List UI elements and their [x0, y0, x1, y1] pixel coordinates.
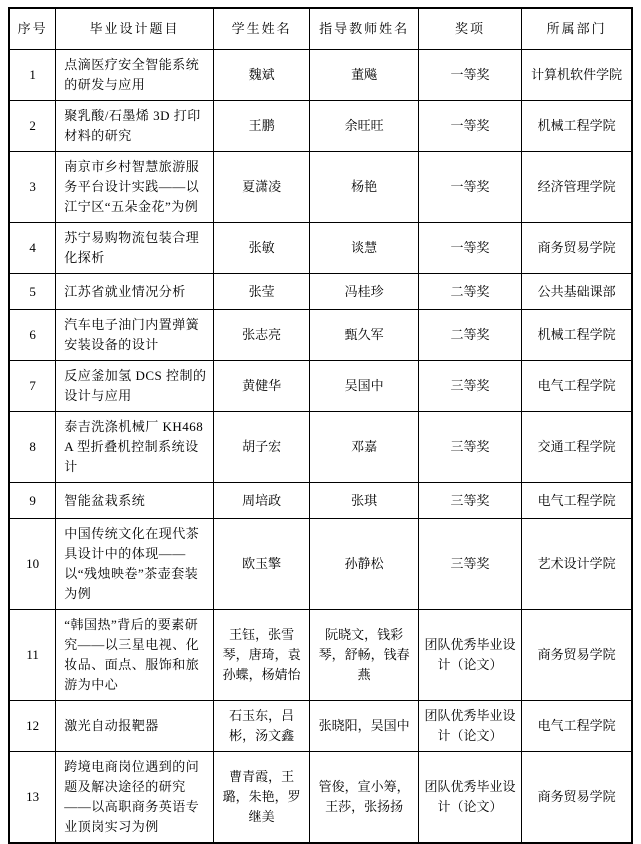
award-cell: 团队优秀毕业设计（论文） [418, 610, 521, 701]
teacher-name-cell: 谈慧 [310, 223, 418, 274]
award-cell: 一等奖 [418, 101, 521, 152]
student-name-cell: 周培政 [213, 483, 310, 519]
index-cell: 10 [9, 519, 56, 610]
title-cell: 泰吉洗涤机械厂 KH468A 型折叠机控制系统设计 [56, 412, 214, 483]
department-cell: 经济管理学院 [522, 152, 632, 223]
award-cell: 二等奖 [418, 310, 521, 361]
awards-table [8, 7, 633, 844]
teacher-name-cell: 邓嘉 [310, 412, 418, 483]
award-cell: 三等奖 [418, 361, 521, 412]
student-name-cell: 张志亮 [213, 310, 310, 361]
index-cell: 2 [9, 101, 56, 152]
department-cell: 计算机软件学院 [522, 50, 632, 101]
award-cell: 二等奖 [418, 274, 521, 310]
title-cell: “韩国热”背后的要素研究——以三星电视、化妆品、面点、服饰和旅游为中心 [56, 610, 214, 701]
header-cell: 所属部门 [522, 8, 632, 50]
table-row [9, 483, 632, 519]
teacher-name-cell: 董飚 [310, 50, 418, 101]
table-row [9, 701, 632, 752]
student-name-cell: 夏潇凌 [213, 152, 310, 223]
table-row [9, 610, 632, 701]
student-name-cell: 胡子宏 [213, 412, 310, 483]
award-cell: 团队优秀毕业设计（论文） [418, 752, 521, 844]
index-cell: 8 [9, 412, 56, 483]
title-cell: 中国传统文化在现代茶具设计中的体现——以“残烛映卷”茶壶套装为例 [56, 519, 214, 610]
department-cell: 艺术设计学院 [522, 519, 632, 610]
index-cell: 11 [9, 610, 56, 701]
student-name-cell: 王鹏 [213, 101, 310, 152]
table-body [9, 50, 632, 844]
department-cell: 机械工程学院 [522, 310, 632, 361]
table-row [9, 310, 632, 361]
teacher-name-cell: 冯桂珍 [310, 274, 418, 310]
teacher-name-cell: 吴国中 [310, 361, 418, 412]
table-row [9, 412, 632, 483]
student-name-cell: 石玉东，吕彬，汤文鑫 [213, 701, 310, 752]
table-row [9, 752, 632, 844]
title-cell: 点滴医疗安全智能系统的研发与应用 [56, 50, 214, 101]
index-cell: 7 [9, 361, 56, 412]
award-cell: 三等奖 [418, 483, 521, 519]
student-name-cell: 王钰，张雪琴，唐琦，袁孙蝶，杨婧怡 [213, 610, 310, 701]
teacher-name-cell: 甄久军 [310, 310, 418, 361]
title-cell: 苏宁易购物流包装合理化探析 [56, 223, 214, 274]
teacher-name-cell: 阮晓文，钱彩琴，舒畅，钱春燕 [310, 610, 418, 701]
title-cell: 南京市乡村智慧旅游服务平台设计实践——以江宁区“五朵金花”为例 [56, 152, 214, 223]
title-cell: 激光自动报靶器 [56, 701, 214, 752]
award-cell: 一等奖 [418, 50, 521, 101]
department-cell: 机械工程学院 [522, 101, 632, 152]
index-cell: 4 [9, 223, 56, 274]
index-cell: 6 [9, 310, 56, 361]
index-cell: 12 [9, 701, 56, 752]
department-cell: 商务贸易学院 [522, 223, 632, 274]
award-cell: 一等奖 [418, 152, 521, 223]
index-cell: 9 [9, 483, 56, 519]
header-cell: 序号 [9, 8, 56, 50]
title-cell: 智能盆栽系统 [56, 483, 214, 519]
title-cell: 跨境电商岗位遇到的问题及解决途径的研究——以高职商务英语专业顶岗实习为例 [56, 752, 214, 844]
teacher-name-cell: 孙静松 [310, 519, 418, 610]
teacher-name-cell: 余旺旺 [310, 101, 418, 152]
title-cell: 江苏省就业情况分析 [56, 274, 214, 310]
header-cell: 指导教师姓名 [310, 8, 418, 50]
table-row [9, 101, 632, 152]
department-cell: 电气工程学院 [522, 701, 632, 752]
award-cell: 一等奖 [418, 223, 521, 274]
department-cell: 商务贸易学院 [522, 610, 632, 701]
table-row [9, 152, 632, 223]
title-cell: 汽车电子油门内置弹簧安装设备的设计 [56, 310, 214, 361]
index-cell: 13 [9, 752, 56, 844]
table-row [9, 223, 632, 274]
header-cell: 学生姓名 [213, 8, 310, 50]
student-name-cell: 曹青霞，王璐，朱艳，罗继美 [213, 752, 310, 844]
student-name-cell: 魏斌 [213, 50, 310, 101]
department-cell: 电气工程学院 [522, 361, 632, 412]
header-cell: 奖项 [418, 8, 521, 50]
teacher-name-cell: 张晓阳，吴国中 [310, 701, 418, 752]
title-cell: 反应釜加氢 DCS 控制的设计与应用 [56, 361, 214, 412]
table-row [9, 274, 632, 310]
department-cell: 电气工程学院 [522, 483, 632, 519]
table-row [9, 519, 632, 610]
index-cell: 1 [9, 50, 56, 101]
department-cell: 交通工程学院 [522, 412, 632, 483]
teacher-name-cell: 张琪 [310, 483, 418, 519]
student-name-cell: 张莹 [213, 274, 310, 310]
student-name-cell: 张敏 [213, 223, 310, 274]
index-cell: 3 [9, 152, 56, 223]
department-cell: 商务贸易学院 [522, 752, 632, 844]
award-cell: 三等奖 [418, 412, 521, 483]
student-name-cell: 黄健华 [213, 361, 310, 412]
header-row [9, 8, 632, 50]
header-cell: 毕业设计题目 [56, 8, 214, 50]
teacher-name-cell: 杨艳 [310, 152, 418, 223]
award-cell: 团队优秀毕业设计（论文） [418, 701, 521, 752]
title-cell: 聚乳酸/石墨烯 3D 打印材料的研究 [56, 101, 214, 152]
award-cell: 三等奖 [418, 519, 521, 610]
student-name-cell: 欧玉擎 [213, 519, 310, 610]
department-cell: 公共基础课部 [522, 274, 632, 310]
index-cell: 5 [9, 274, 56, 310]
teacher-name-cell: 管俊，宣小筹，王莎，张扬扬 [310, 752, 418, 844]
table-row [9, 50, 632, 101]
table-row [9, 361, 632, 412]
